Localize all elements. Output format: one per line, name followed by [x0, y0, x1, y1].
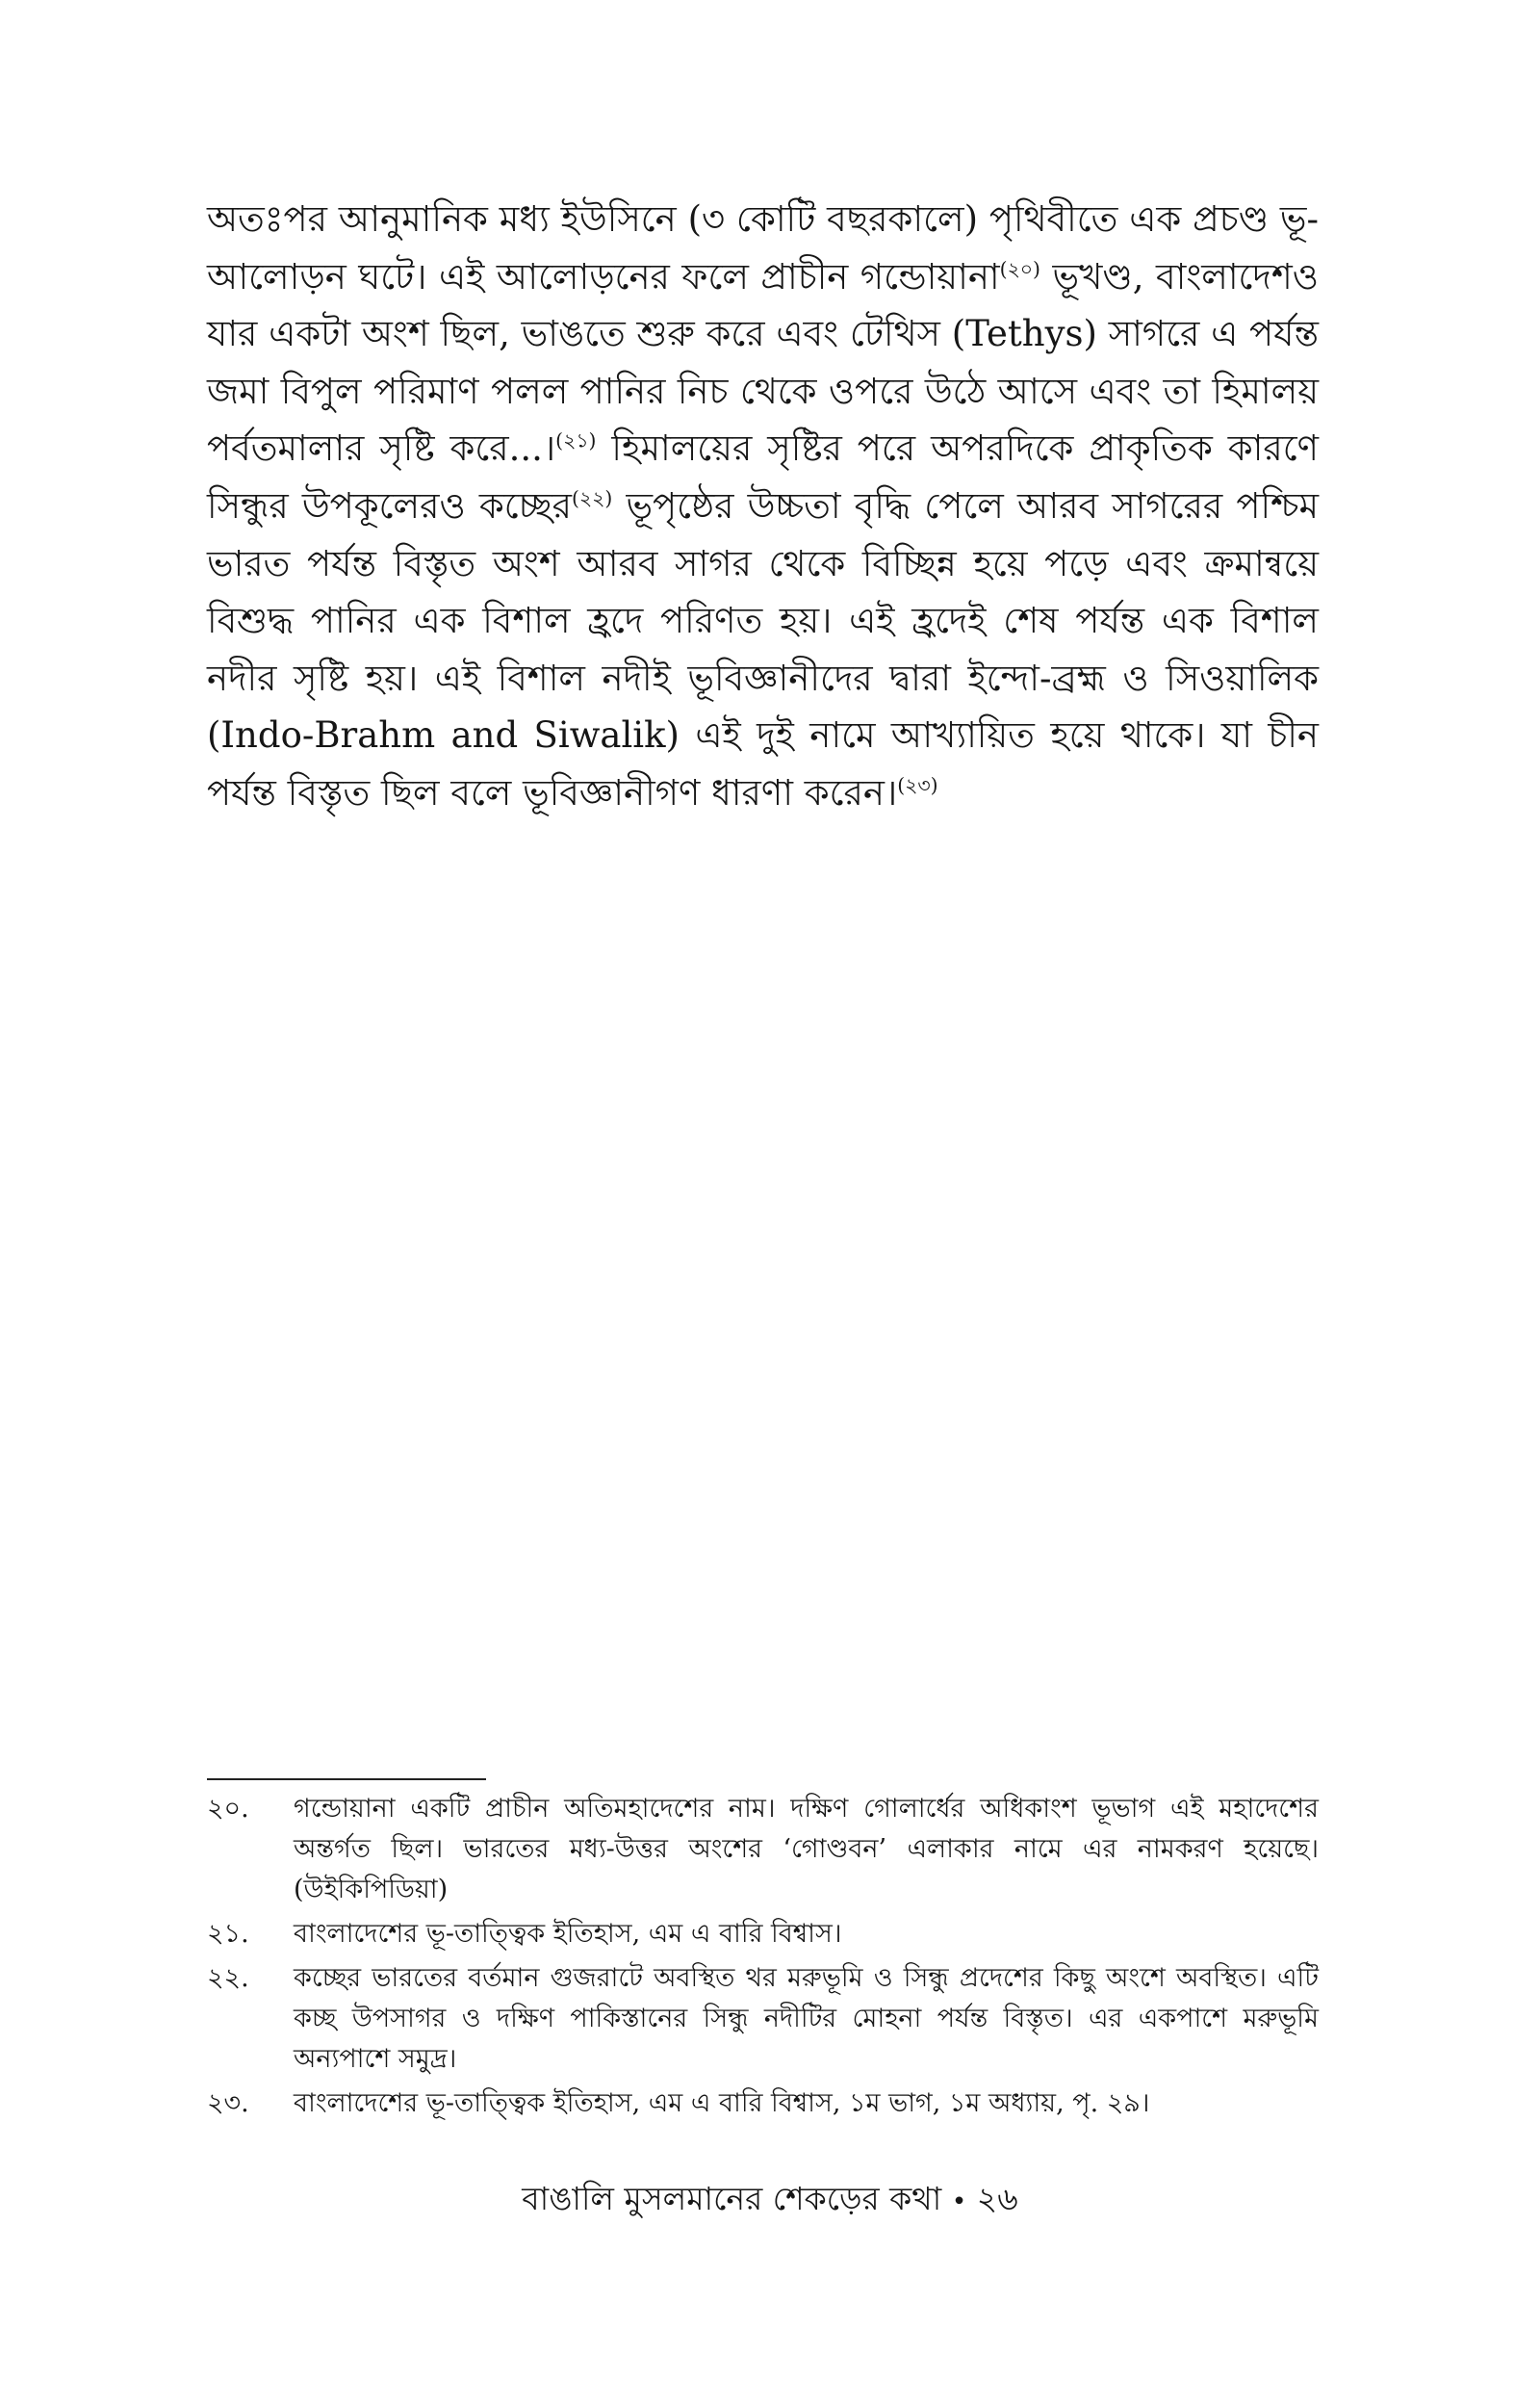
body-text-segment: ভূখণ্ড, বাংলাদেশও যার একটা অংশ ছিল, ভাঙতে শুরু করে এবং টেথিস (Tethys) সাগরে এ পর্যন্ত জমা বিপুল পরিমাণ পলল পানির নিচ থেকে ওপরে উঠে আসে এবং তা হিমালয় পর্বতমালার সৃষ্টি করে...।	[207, 255, 1319, 470]
footnote-ref-23[interactable]: (২৩)	[897, 773, 938, 797]
footnote-20	[207, 1789, 1319, 1910]
footnote-number: ২১.	[207, 1919, 249, 1949]
footnote-22	[207, 1958, 1319, 2080]
footnote-ref-22[interactable]: (২২)	[571, 486, 613, 510]
body-paragraph	[207, 191, 1319, 822]
footnote-text: বাংলাদেশের ভূ-তাত্ত্বিক ইতিহাস, এম এ বারি বিশ্বাস, ১ম ভাগ, ১ম অধ্যায়, পৃ. ২৯।	[294, 2088, 1150, 2118]
footnote-number: ২৩.	[207, 2088, 249, 2118]
footnote-ref-21[interactable]: (২১)	[555, 429, 597, 453]
footnote-23	[207, 2083, 1319, 2124]
book-title: বাঙালি মুসলমানের শেকড়ের কথা	[522, 2180, 942, 2217]
footnote-ref-20[interactable]: (২০)	[999, 257, 1040, 281]
body-text-segment: ভূপৃষ্ঠের উচ্চতা বৃদ্ধি পেলে আরব সাগরের পশ্চিম ভারত পর্যন্ত বিস্তৃত অংশ আরব সাগর থেকে বিচ্ছিন্ন হয়ে পড়ে এবং ক্রমান্বয়ে বিশুদ্ধ পানির এক বিশাল হ্রদে পরিণত হয়। এই হ্রদেই শেষ পর্যন্ত এক বিশাল নদীর সৃষ্টি হয়। এই বিশাল নদীই ভূবিজ্ঞানীদের দ্বারা ইন্দো-ব্রহ্ম ও সিওয়ালিক (Indo-Brahm and Siwalik) এই দুই নামে আখ্যায়িত হয়ে থাকে। যা চীন পর্যন্ত বিস্তৃত ছিল বলে ভূবিজ্ঞানীগণ ধারণা করেন।	[207, 484, 1319, 814]
body-text-segment: হিমালয়ের সৃষ্টির পরে অপরদিকে প্রাকৃতিক কারণে সিন্ধুর উপকূলেরও কচ্ছের	[207, 427, 1319, 527]
footnote-text: বাংলাদেশের ভূ-তাত্ত্বিক ইতিহাস, এম এ বারি বিশ্বাস।	[294, 1919, 842, 1949]
footnote-21	[207, 1914, 1319, 1954]
footnote-text: গন্ডোয়ানা একটি প্রাচীন অতিমহাদেশের নাম। দক্ষিণ গোলার্ধের অধিকাংশ ভূভাগ এই মহাদেশের অন্তর্গত ছিল। ভারতের মধ্য-উত্তর অংশের ‘গোণ্ডবন’ এলাকার নামে এর নামকরণ হয়েছে। (উইকিপিডিয়া)	[294, 1794, 1319, 1904]
footnote-text: কচ্ছের ভারতের বর্তমান গুজরাটে অবস্থিত থর মরুভূমি ও সিন্ধু প্রদেশের কিছু অংশে অবস্থিত। এটি কচ্ছ উপসাগর ও দক্ষিণ পাকিস্তানের সিন্ধু নদীটির মোহনা পর্যন্ত বিস্তৃত। এর একপাশে মরুভূমি অন্যপাশে সমুদ্র।	[294, 1963, 1319, 2074]
separator-bullet: •	[951, 2187, 967, 2216]
running-footer	[0, 2178, 1540, 2223]
footnote-divider	[207, 1778, 486, 1780]
footnote-number: ২২.	[207, 1963, 249, 1993]
footnote-list	[207, 1789, 1319, 2128]
body-text-segment: অতঃপর আনুমানিক মধ্য ইউসিনে (৩ কোটি বছরকালে) পৃথিবীতে এক প্রচণ্ড ভূ-আলোড়ন ঘটে। এই আলোড়নের ফলে প্রাচীন গন্ডোয়ানা	[207, 198, 1319, 298]
page-number: ২৬	[976, 2180, 1018, 2217]
footnote-number: ২০.	[207, 1794, 249, 1824]
